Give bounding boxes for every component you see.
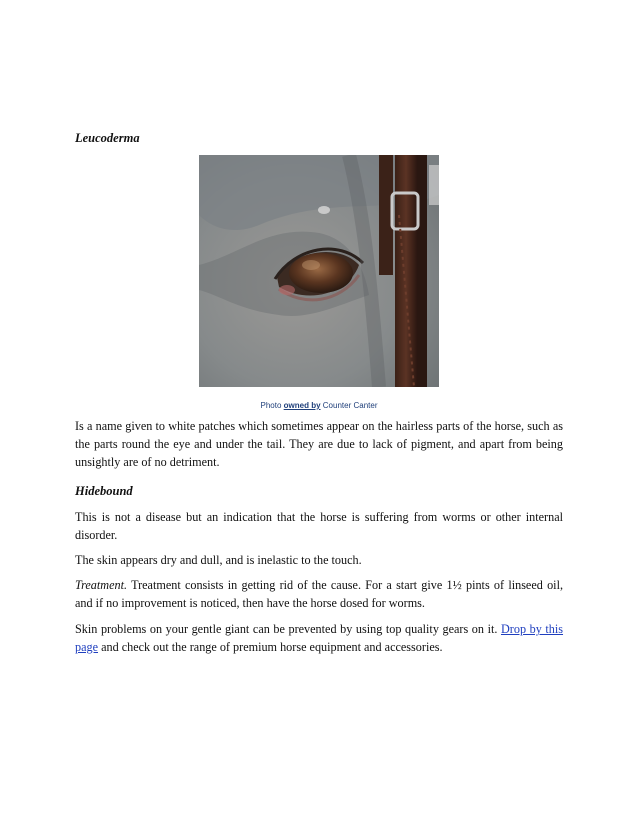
horse-eye-illustration (199, 155, 439, 387)
photo-caption (0, 401, 638, 410)
treatment-label: Treatment. (75, 578, 128, 592)
drop-by-link[interactable]: Drop by this page (75, 622, 564, 654)
horse-eye-photo (199, 155, 439, 387)
caption-credit: Counter Canter (322, 401, 378, 410)
treatment-text: Treatment consists in getting rid of the cause. For a start give 1½ pints of linseed oil, and if no improvement is noticed, then have the horse dosed for worms. (75, 578, 563, 610)
promo-paragraph (75, 620, 563, 656)
promo-text-before: Skin problems on your gentle giant can be prevented by using top quality gears on it. (75, 622, 498, 636)
caption-owner-link[interactable]: owned by (283, 401, 321, 410)
hidebound-skin-note: The skin appears dry and dull, and is inelastic to the touch. (75, 553, 362, 567)
caption-prefix: Photo (260, 401, 282, 410)
section-heading-leucoderma: Leucoderma (75, 131, 140, 145)
section-heading-hidebound: Hidebound (75, 484, 133, 498)
promo-text-after: and check out the range of premium horse equipment and accessories. (101, 640, 443, 654)
leucoderma-description: Is a name given to white patches which sometimes appear on the hairless parts of the horse, such as the parts round the eye and under the tail. They are due to lack of pigment, and apart from being unsightly are of no detriment. (75, 419, 563, 469)
treatment-paragraph (75, 576, 563, 612)
hidebound-description: This is not a disease but an indication that the horse is suffering from worms or other internal disorder. (75, 510, 563, 542)
